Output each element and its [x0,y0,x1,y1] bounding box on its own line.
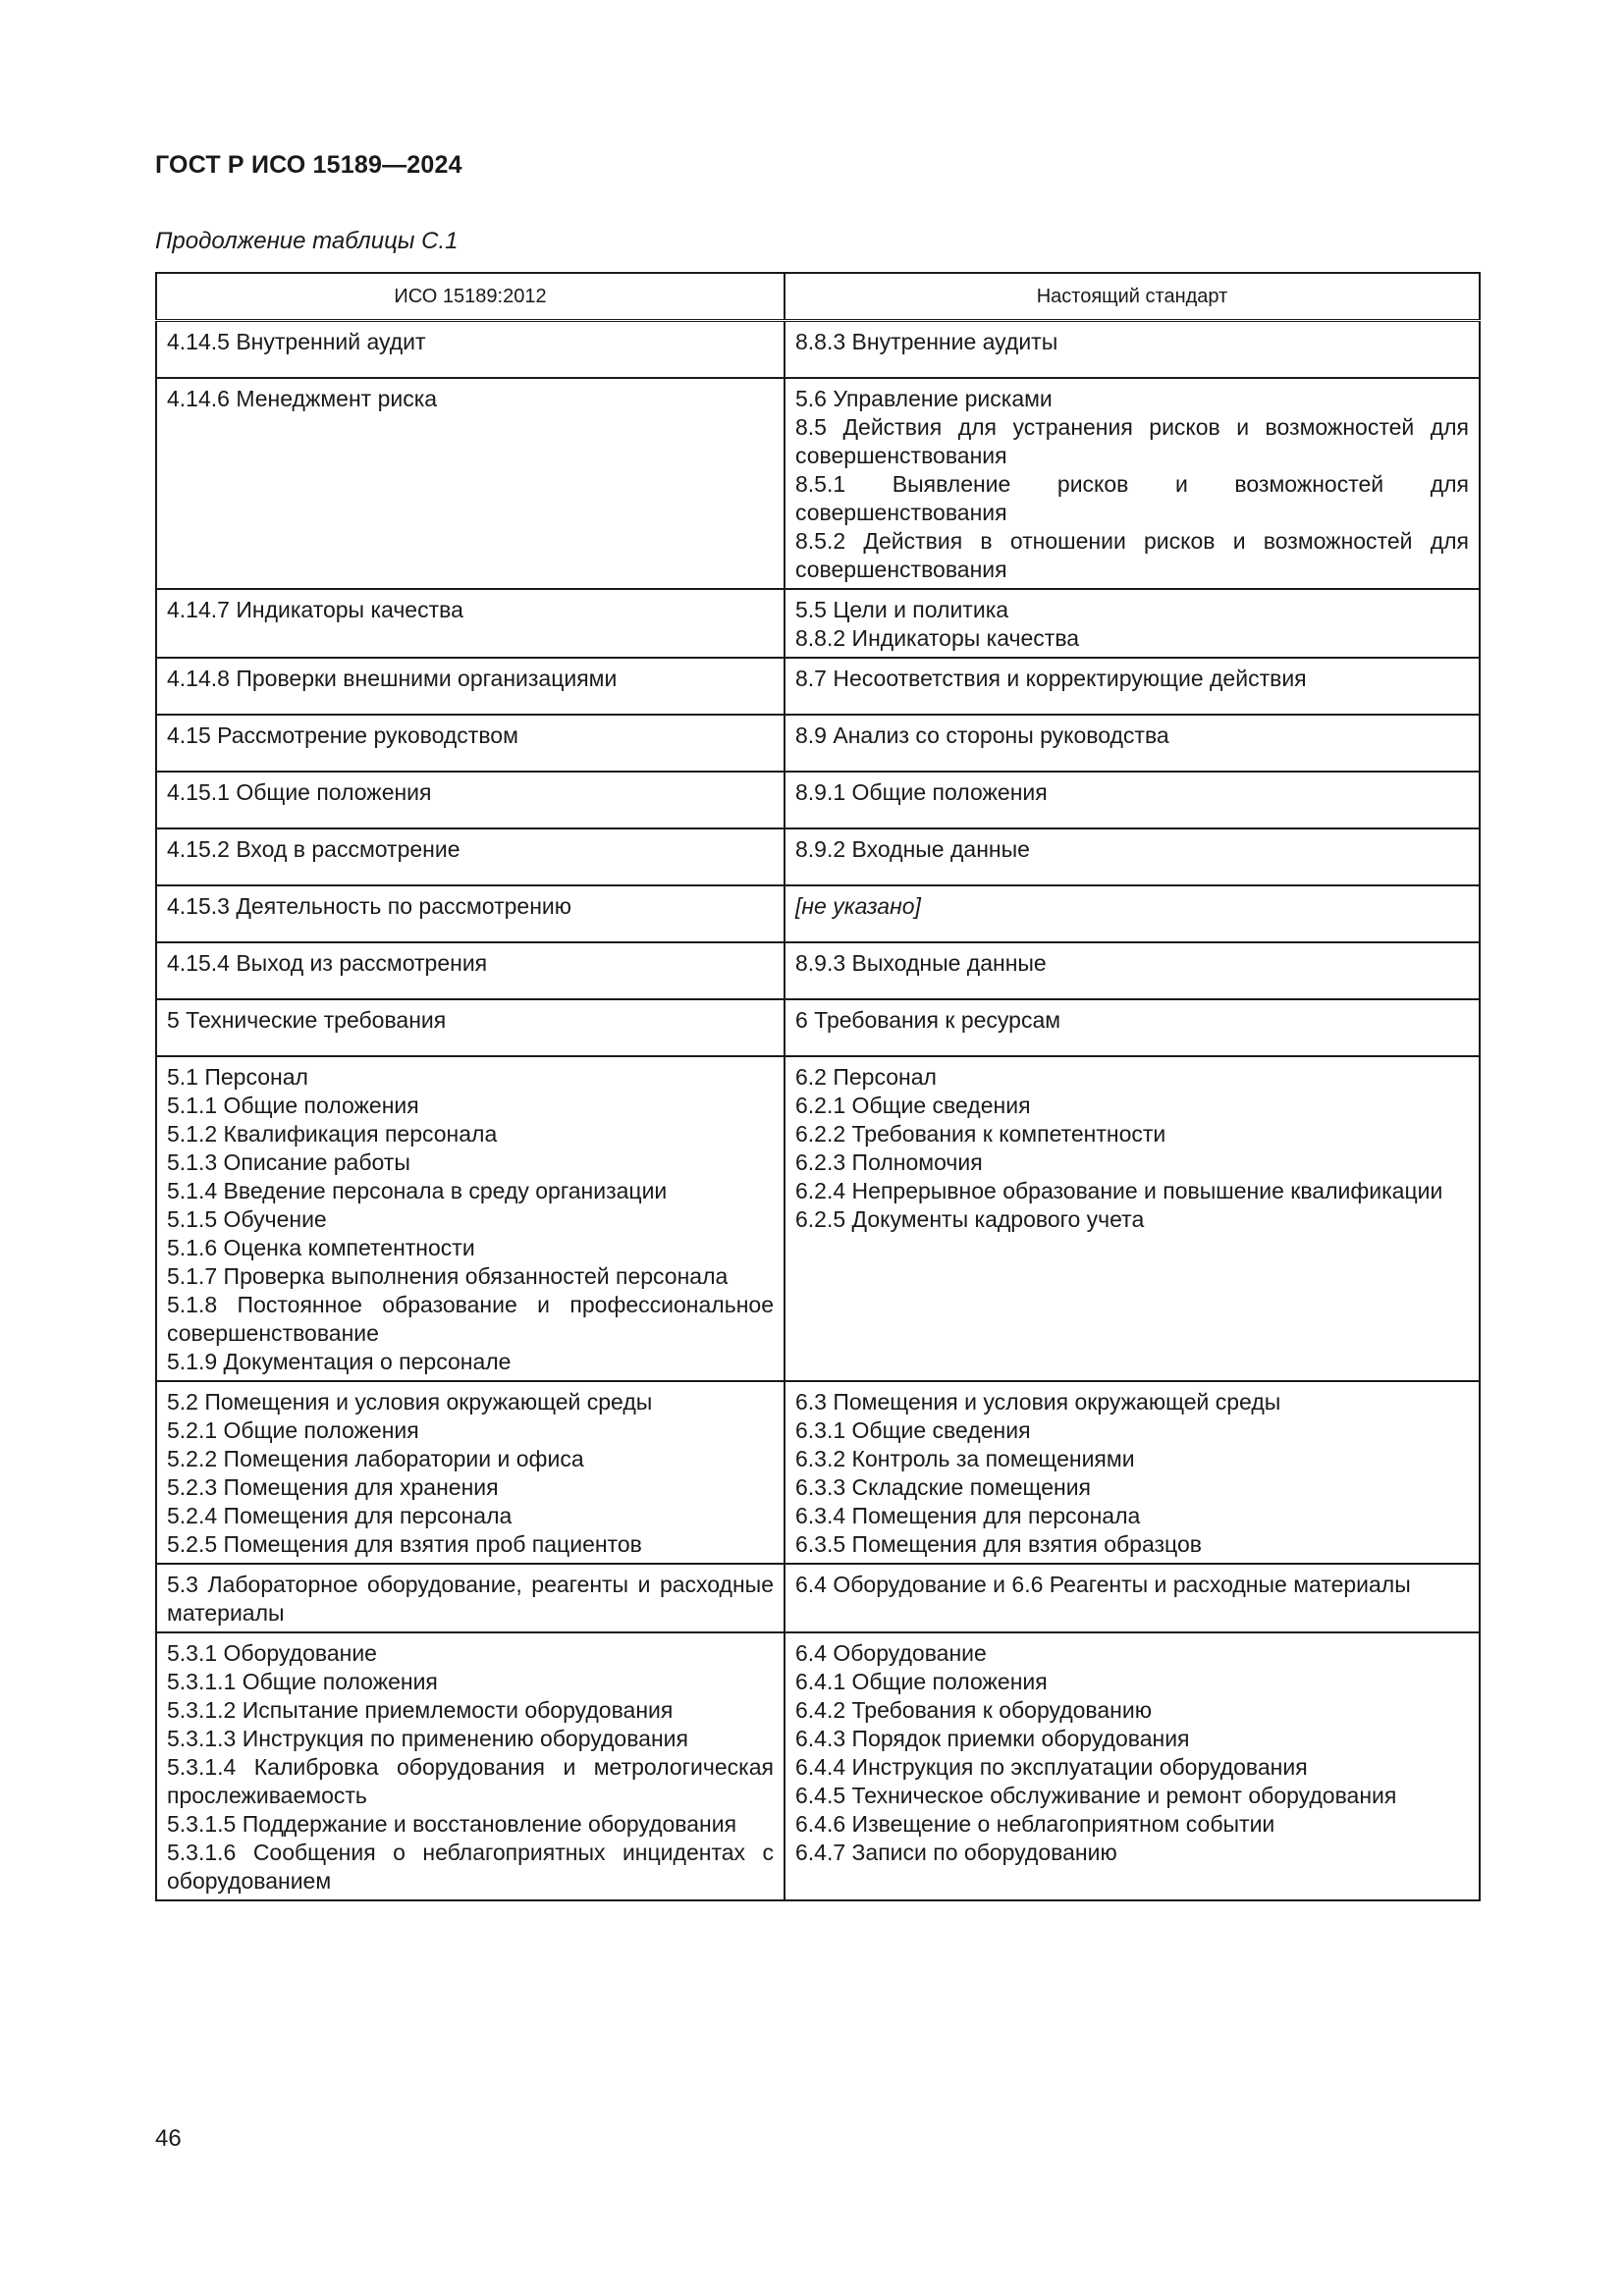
table-cell-left [156,885,785,942]
cell-line: 8.5.2 Действия в отношении рисков и возможностей для совершенствования [795,528,1469,582]
table-row [156,1632,1480,1900]
cell-line: 4.14.7 Индикаторы качества [167,597,463,622]
cell-line: 5.1 Персонал [167,1064,308,1090]
table-row [156,885,1480,942]
cell-line: 5.2.1 Общие положения [167,1417,419,1443]
cell-line: 5.5 Цели и политика [795,597,1009,622]
cell-line: 5.1.6 Оценка компетентности [167,1235,475,1260]
table-row [156,1381,1480,1564]
cell-line: 6.4.7 Записи по оборудованию [795,1840,1117,1865]
cell-line: 5.1.5 Обучение [167,1206,327,1232]
page-number: 46 [155,2125,182,2152]
table-cell-left [156,942,785,999]
cell-line: 4.14.6 Менеджмент риска [167,386,438,411]
table-cell-right [785,1632,1480,1900]
cell-line: 5.3.1.3 Инструкция по применению оборудования [167,1726,688,1751]
cell-line: 5.2.3 Помещения для хранения [167,1474,499,1500]
column-header-current-standard: Настоящий стандарт [785,273,1480,321]
cell-line: 4.14.8 Проверки внешними организациями [167,666,618,691]
table-cell-right [785,589,1480,658]
cell-line: 8.9.2 Входные данные [795,836,1030,862]
cell-line: 4.15.2 Вход в рассмотрение [167,836,460,862]
table-cell-left [156,1632,785,1900]
table-row [156,1056,1480,1381]
cell-line: 6.4.2 Требования к оборудованию [795,1697,1152,1723]
cell-line: 6.4.5 Техническое обслуживание и ремонт оборудования [795,1783,1397,1808]
table-cell-right [785,885,1480,942]
table-cell-right [785,1056,1480,1381]
table-caption: Продолжение таблицы С.1 [155,228,459,254]
cell-line: 8.8.3 Внутренние аудиты [795,329,1058,354]
document-header: ГОСТ Р ИСО 15189—2024 [155,151,462,179]
cell-line: 4.14.5 Внутренний аудит [167,329,426,354]
cell-line: 5.1.1 Общие положения [167,1093,419,1118]
cell-line: 4.15 Рассмотрение руководством [167,722,518,748]
table-row [156,321,1480,379]
cell-line: 5.3.1.1 Общие положения [167,1669,438,1694]
cell-line: 5.2.2 Помещения лаборатории и офиса [167,1446,584,1471]
table-cell-right [785,828,1480,885]
cell-line: 6 Требования к ресурсам [795,1007,1061,1033]
cell-line: 4.15.1 Общие положения [167,779,432,805]
cell-line: 6.2.5 Документы кадрового учета [795,1206,1145,1232]
table-cell-left [156,1381,785,1564]
table-cell-left [156,1056,785,1381]
cell-line: 6.4.3 Порядок приемки оборудования [795,1726,1190,1751]
cell-line: 5.3.1.5 Поддержание и восстановление оборудования [167,1811,737,1837]
correspondence-table-container [155,272,1479,1901]
cell-line: 5.1.2 Квалификация персонала [167,1121,498,1147]
cell-line: 6.2 Персонал [795,1064,937,1090]
cell-line: 4.15.3 Деятельность по рассмотрению [167,893,572,919]
cell-line: 6.3.2 Контроль за помещениями [795,1446,1135,1471]
table-cell-right [785,1564,1480,1632]
cell-line: 5.1.7 Проверка выполнения обязанностей персонала [167,1263,729,1289]
cell-line: 5.2.4 Помещения для персонала [167,1503,513,1528]
table-row [156,715,1480,772]
cell-line: 5.3 Лабораторное оборудование, реагенты и расходные материалы [167,1572,774,1626]
cell-line: 8.7 Несоответствия и корректирующие действия [795,666,1307,691]
table-cell-right [785,658,1480,715]
table-cell-left [156,1564,785,1632]
table-cell-left [156,772,785,828]
cell-line: 6.2.4 Непрерывное образование и повышение квалификации [795,1178,1443,1203]
table-cell-right [785,321,1480,379]
cell-line: 8.8.2 Индикаторы качества [795,625,1080,651]
table-cell-left [156,589,785,658]
table-row [156,589,1480,658]
cell-line: 5.6 Управление рисками [795,386,1053,411]
cell-line: 8.5 Действия для устранения рисков и возможностей для совершенствования [795,414,1469,468]
cell-line: 6.3.1 Общие сведения [795,1417,1031,1443]
table-row [156,942,1480,999]
table-cell-left [156,321,785,379]
cell-line: 8.9 Анализ со стороны руководства [795,722,1169,748]
table-row [156,1564,1480,1632]
cell-line: 5.2 Помещения и условия окружающей среды [167,1389,653,1415]
cell-line: 5.1.4 Введение персонала в среду организации [167,1178,668,1203]
cell-line: 5.2.5 Помещения для взятия проб пациентов [167,1531,642,1557]
cell-line: 6.4 Оборудование и 6.6 Реагенты и расходные материалы [795,1572,1411,1597]
table-row [156,378,1480,589]
cell-line: 5.3.1.4 Калибровка оборудования и метрологическая прослеживаемость [167,1754,774,1808]
table-row [156,999,1480,1056]
cell-line: 6.3.4 Помещения для персонала [795,1503,1141,1528]
cell-line: 5.3.1.2 Испытание приемлемости оборудования [167,1697,674,1723]
cell-line: 6.2.2 Требования к компетентности [795,1121,1166,1147]
table-cell-right [785,772,1480,828]
table-row [156,828,1480,885]
cell-line: 6.4.4 Инструкция по эксплуатации оборудования [795,1754,1308,1780]
correspondence-table [155,272,1481,1901]
cell-line: 5.1.8 Постоянное образование и профессиональное совершенствование [167,1292,774,1346]
table-header-row [156,273,1480,321]
table-cell-left [156,378,785,589]
cell-line: 6.4.1 Общие положения [795,1669,1048,1694]
cell-line: 6.3.3 Складские помещения [795,1474,1092,1500]
cell-line: 5.3.1.6 Сообщения о неблагоприятных инцидентах с оборудованием [167,1840,774,1894]
table-cell-left [156,828,785,885]
column-header-iso-2012: ИСО 15189:2012 [156,273,785,321]
cell-line: 6.2.1 Общие сведения [795,1093,1031,1118]
table-row [156,772,1480,828]
cell-line: 8.9.1 Общие положения [795,779,1048,805]
table-cell-left [156,999,785,1056]
table-cell-left [156,658,785,715]
table-cell-right [785,1381,1480,1564]
cell-line: 6.4.6 Извещение о неблагоприятном событии [795,1811,1275,1837]
cell-line: 5 Технические требования [167,1007,447,1033]
table-cell-right [785,999,1480,1056]
cell-line: 6.3 Помещения и условия окружающей среды [795,1389,1281,1415]
table-cell-right [785,942,1480,999]
cell-line: 5.1.9 Документация о персонале [167,1349,512,1374]
cell-line: [не указано] [795,893,921,919]
cell-line: 5.1.3 Описание работы [167,1149,410,1175]
cell-line: 8.5.1 Выявление рисков и возможностей для совершенствования [795,471,1469,525]
table-cell-right [785,378,1480,589]
table-cell-right [785,715,1480,772]
table-cell-left [156,715,785,772]
cell-line: 5.3.1 Оборудование [167,1640,377,1666]
cell-line: 6.2.3 Полномочия [795,1149,983,1175]
cell-line: 6.4 Оборудование [795,1640,987,1666]
cell-line: 6.3.5 Помещения для взятия образцов [795,1531,1202,1557]
cell-line: 4.15.4 Выход из рассмотрения [167,950,488,976]
cell-line: 8.9.3 Выходные данные [795,950,1047,976]
table-row [156,658,1480,715]
